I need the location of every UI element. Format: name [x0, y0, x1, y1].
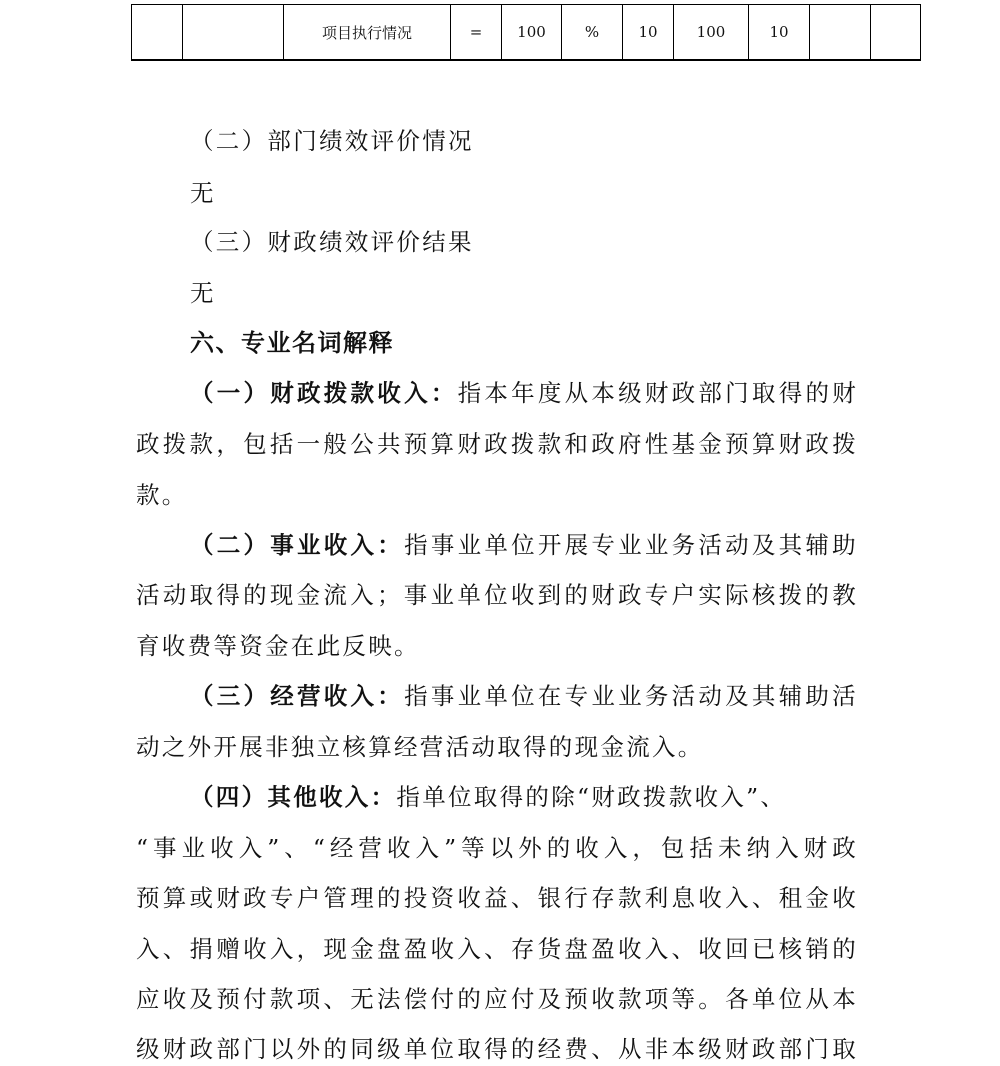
fin-eval-heading: （三）财政绩效评价结果 [190, 228, 474, 256]
glossary-item-1-line-3: 款。 [136, 481, 188, 509]
glossary-item-4-line-3: 预算或财政专户管理的投资收益、银行存款利息收入、租金收 [136, 884, 858, 912]
glossary-item-3-line-1 [190, 679, 858, 713]
glossary-item-4-line-2: “事业收入”、“经营收入”等以外的收入，包括未纳入财政 [136, 834, 858, 862]
glossary-item-2-line-2: 活动取得的现金流入；事业单位收到的财政专户实际核拨的教 [136, 581, 858, 609]
glossary-item-2-line-3: 育收费等资金在此反映。 [136, 632, 420, 660]
weight-cell: 10 [623, 5, 674, 61]
indicator-name-cell: 项目执行情况 [284, 5, 451, 61]
glossary-item-4-line-1 [190, 780, 858, 814]
operator-cell: = [451, 5, 502, 61]
glossary-item-3-line-2: 动之外开展非独立核算经营活动取得的现金流入。 [136, 733, 704, 761]
glossary-term: （四）其他收入： [190, 783, 397, 811]
glossary-text: 指单位取得的除“财政拨款收入”、 [396, 783, 787, 811]
glossary-heading: 六、专业名词解释 [190, 329, 394, 357]
glossary-item-4-line-4: 入、捐赠收入，现金盘盈收入、存货盘盈收入、收回已核销的 [136, 935, 858, 963]
glossary-text: 指事业单位开展专业业务活动及其辅助 [404, 531, 858, 559]
glossary-item-4-line-6: 级财政部门以外的同级单位取得的经费、从非本级财政部门取 [136, 1035, 858, 1063]
glossary-text: 指事业单位在专业业务活动及其辅助活 [404, 682, 858, 710]
glossary-term: （一）财政拨款收入： [190, 379, 458, 407]
dept-eval-heading: （二）部门绩效评价情况 [190, 127, 474, 155]
fin-eval-body: 无 [190, 279, 216, 307]
glossary-term: （三）经营收入： [190, 682, 405, 710]
unit-cell: % [562, 5, 623, 61]
actual-value-cell: 100 [674, 5, 749, 61]
glossary-term: （二）事业收入： [190, 531, 405, 559]
score-cell: 10 [749, 5, 810, 61]
table-cell [183, 5, 284, 61]
glossary-item-1-line-2: 政拨款，包括一般公共预算财政拨款和政府性基金预算财政拨 [136, 430, 858, 458]
target-value-cell: 100 [502, 5, 562, 61]
table-cell [132, 5, 183, 61]
table-row [132, 5, 921, 61]
table-cell [871, 5, 921, 61]
performance-table [131, 4, 921, 61]
glossary-item-4-line-5: 应收及预付款项、无法偿付的应付及预收款项等。各单位从本 [136, 985, 858, 1013]
glossary-text: 指本年度从本级财政部门取得的财 [457, 379, 859, 407]
glossary-item-1-line-1 [190, 376, 858, 410]
dept-eval-body: 无 [190, 179, 216, 207]
table-cell [810, 5, 871, 61]
glossary-item-2-line-1 [190, 528, 858, 562]
